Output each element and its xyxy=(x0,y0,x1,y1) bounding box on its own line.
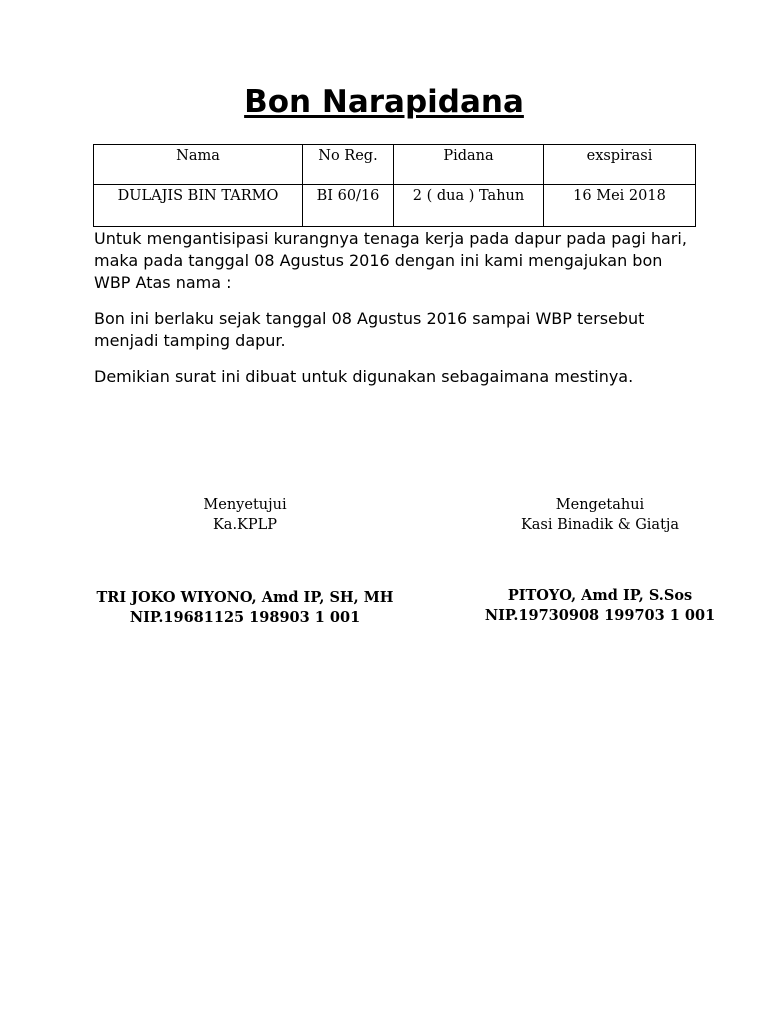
table-row xyxy=(94,185,696,227)
cell-no-reg: BI 60/16 xyxy=(303,185,394,227)
cell-nama: DULAJIS BIN TARMO xyxy=(94,185,303,227)
cell-pidana: 2 ( dua ) Tahun xyxy=(394,185,544,227)
signature-left-role: Menyetujui xyxy=(203,497,287,513)
paragraph-validity: Bon ini berlaku sejak tanggal 08 Agustus 2016 sampai WBP tersebut menjadi tamping dapur. xyxy=(94,309,645,350)
signature-right-nip: NIP.19730908 199703 1 001 xyxy=(484,607,716,624)
signature-right-position: Kasi Binadik & Giatja xyxy=(520,517,680,533)
header-pidana: Pidana xyxy=(394,145,544,185)
signature-left-nip: NIP.19681125 198903 1 001 xyxy=(129,609,361,626)
signature-right xyxy=(455,495,745,626)
table-header-row xyxy=(94,145,696,185)
paragraph-request: Untuk mengantisipasi kurangnya tenaga kerja pada dapur pada pagi hari, maka pada tanggal 08 Agustus 2016 dengan ini kami mengajukan bon WBP Atas nama : xyxy=(94,229,687,292)
cell-exspirasi: 16 Mei 2018 xyxy=(544,185,696,227)
document-title: Bon Narapidana xyxy=(244,84,524,120)
signature-left xyxy=(70,495,420,628)
signature-left-position: Ka.KPLP xyxy=(212,517,278,533)
signature-left-name: TRI JOKO WIYONO, Amd IP, SH, MH xyxy=(96,589,394,606)
signature-right-role: Mengetahui xyxy=(555,497,645,513)
header-no-reg: No Reg. xyxy=(303,145,394,185)
header-exspirasi: exspirasi xyxy=(544,145,696,185)
paragraph-closing: Demikian surat ini dibuat untuk digunakan sebagaimana mestinya. xyxy=(94,367,634,386)
signature-right-name: PITOYO, Amd IP, S.Sos xyxy=(507,587,693,604)
prisoner-table xyxy=(93,144,696,227)
header-nama: Nama xyxy=(94,145,303,185)
